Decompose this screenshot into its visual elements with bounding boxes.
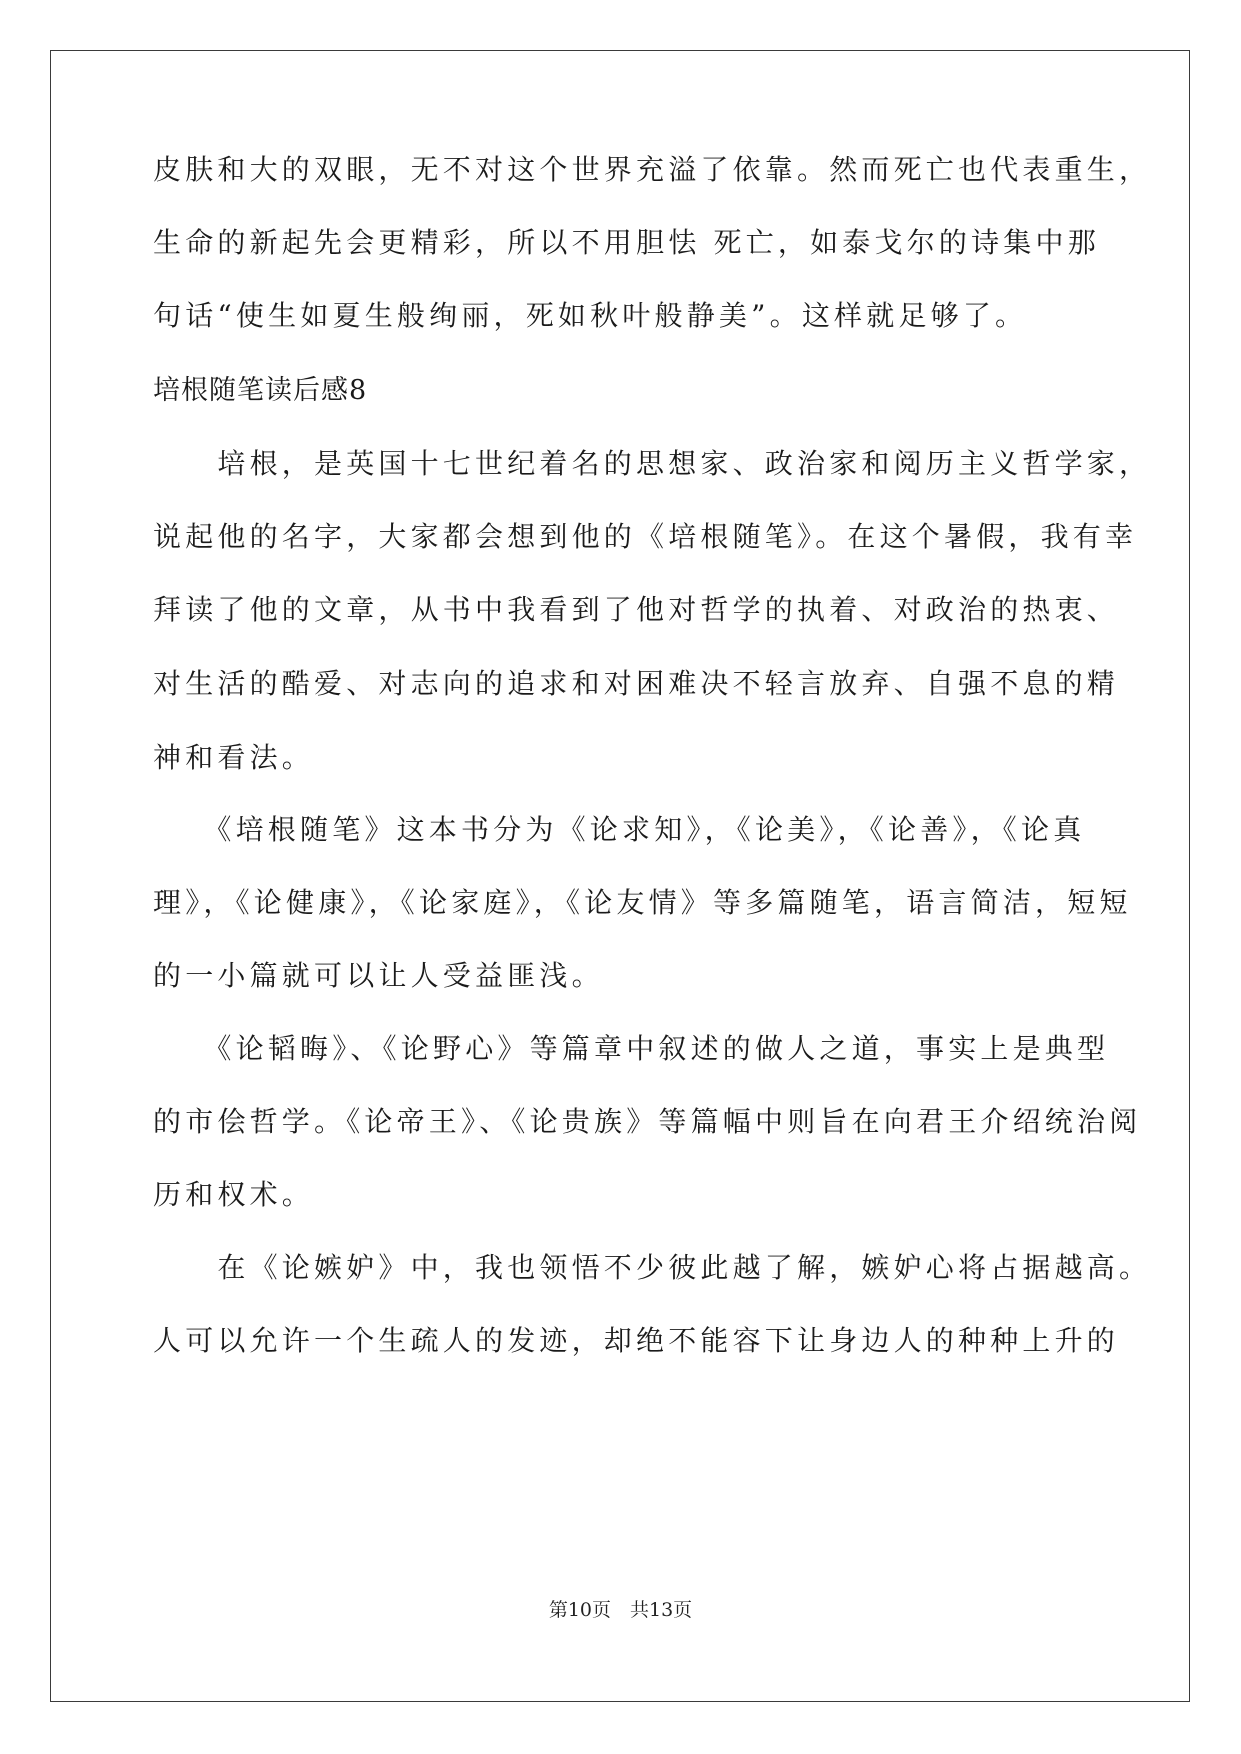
- text-line: 神和看法。: [153, 741, 315, 774]
- text-line: 理》，《论健康》，《论家庭》，《论友情》等多篇随笔，语言简洁，短短: [153, 886, 1132, 919]
- text-line: 说起他的名字，大家都会想到他的《培根随笔》。在这个暑假，我有幸: [153, 520, 1138, 553]
- text-line: 的市侩哲学。《论帝王》、《论贵族》等篇幅中则旨在向君王介绍统治阅: [153, 1105, 1142, 1138]
- text-line: 生命的新起先会更精彩，所以不用胆怯 死亡，如泰戈尔的诗集中那: [153, 226, 1100, 259]
- text-line: 拜读了他的文章，从书中我看到了他对哲学的执着、对政治的热衷、: [153, 593, 1120, 626]
- text-line: 历和权术。: [153, 1178, 315, 1211]
- text-line: 皮肤和大的双眼，无不对这个世界充溢了依靠。然而死亡也代表重生，: [153, 153, 1152, 186]
- section-heading: 培根随笔读后感8: [153, 375, 368, 406]
- text-line: 的一小篇就可以让人受益匪浅。: [153, 959, 604, 992]
- text-line: 《论韬晦》、《论野心》等篇章中叙述的做人之道，事实上是典型: [153, 1032, 1110, 1065]
- text-line: 人可以允许一个生疏人的发迹，却绝不能容下让身边人的种种上升的: [153, 1324, 1120, 1357]
- text-line: 培根，是英国十七世纪着名的思想家、政治家和阅历主义哲学家，: [153, 447, 1152, 480]
- text-line: 句话“使生如夏生般绚丽，死如秋叶般静美”。这样就足够了。: [153, 299, 1028, 332]
- page-number: 第10页 共13页: [548, 1599, 693, 1621]
- text-line: 对生活的酷爱、对志向的追求和对困难决不轻言放弃、自强不息的精: [153, 667, 1120, 700]
- text-line: 《培根随笔》这本书分为《论求知》，《论美》，《论善》，《论真: [153, 813, 1086, 846]
- text-line: 在《论嫉妒》中，我也领悟不少彼此越了解，嫉妒心将占据越高。: [153, 1251, 1152, 1284]
